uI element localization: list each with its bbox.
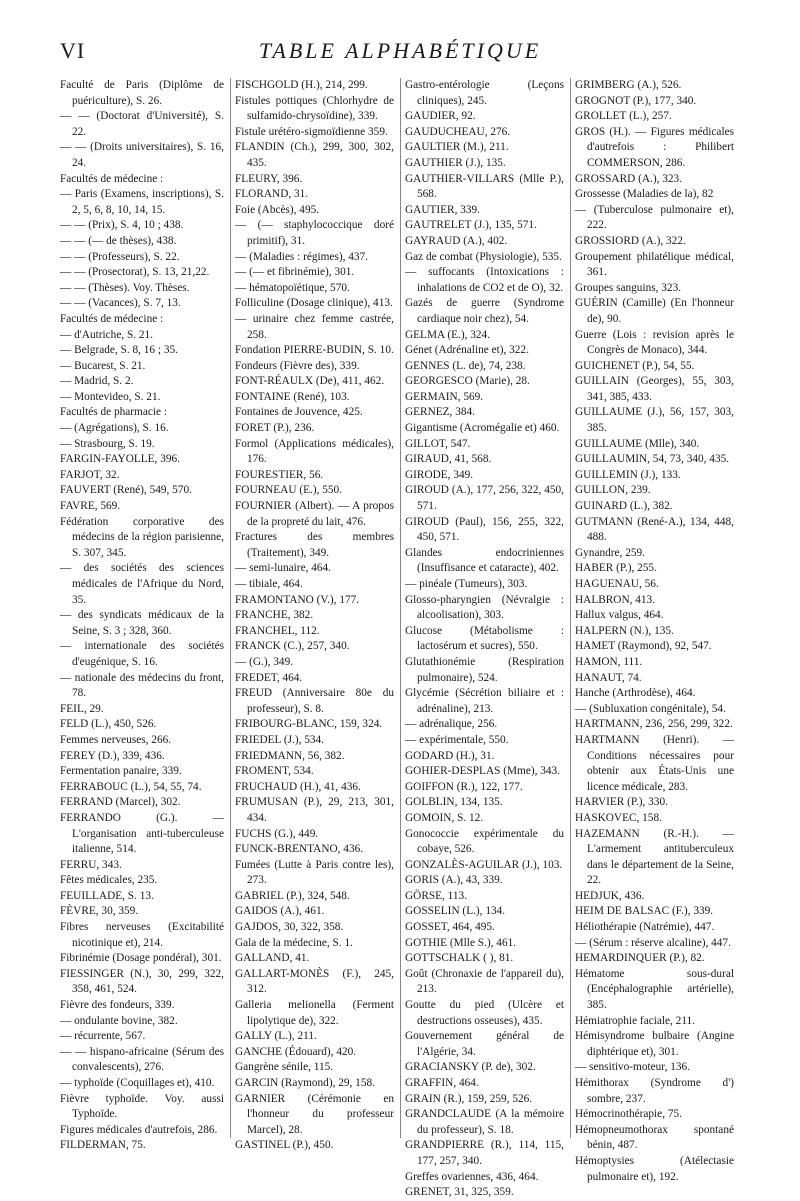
index-entry: FRANCK (C.), 257, 340. <box>235 640 350 653</box>
index-entry: — des sociétés des sciences médicales de l'Afrique du Nord, 35. <box>60 562 224 606</box>
index-entry: GAUTHIER-VILLARS (Mlle P.), 568. <box>405 172 564 201</box>
index-entry: — (— et fibrinémie), 301. <box>235 266 355 279</box>
index-entry: GIRAUD, 41, 568. <box>405 453 492 466</box>
index-entry: Fédération corporative des médecins de la région parisienne, S. 307, 345. <box>60 515 224 559</box>
index-entry: HAMON, 111. <box>575 655 643 668</box>
index-entry: Gouvernement général de l'Algérie, 34. <box>405 1030 564 1058</box>
index-entry: GAUDUCHEAU, 276. <box>405 125 511 138</box>
index-entry: HAGUENAU, 56. <box>575 578 659 590</box>
index-entry: — — hispano-africaine (Sérum des convalescents), 276. <box>60 1045 224 1074</box>
index-entry: GOTTSCHALK ( ), 81. <box>405 952 514 965</box>
index-entry: Facultés de pharmacie : <box>60 406 167 419</box>
index-entry: FONTAINE (René), 103. <box>235 390 350 403</box>
index-entry: Gaz de combat (Physiologie), 535. <box>405 250 562 263</box>
index-entry: — — (Professeurs), S. 22. <box>60 250 180 263</box>
index-entry: — Paris (Examens, inscriptions), S. 2, 5, 6, 8, 10, 14, 15. <box>60 188 224 216</box>
index-entry: HEMARDINQUER (P.), 82. <box>575 952 705 965</box>
index-entry: GONZALÈS-AGUILAR (J.), 103. <box>405 858 563 871</box>
index-entry: — internationale des sociétés d'eugénique, S. 16. <box>60 640 224 668</box>
index-entry: GRANDPIERRE (R.), 114, 115, 177, 257, 340. <box>405 1139 564 1167</box>
index-column-4 <box>570 78 740 1183</box>
index-entry: Gonococcie expérimentale du cobaye, 526. <box>405 827 564 856</box>
index-entry: FARGIN-FAYOLLE, 396. <box>60 453 180 466</box>
index-entry: GAYRAUD (A.), 402. <box>405 234 508 247</box>
index-entry: — Madrid, S. 2. <box>60 375 134 388</box>
index-entry: GODARD (H.), 31. <box>405 749 495 762</box>
index-entry: GAUDIER, 92. <box>405 110 476 123</box>
index-entry: FREDET, 464. <box>235 671 303 684</box>
index-entry: — expérimentale, 550. <box>405 733 509 746</box>
index-entry: — — (— de thèses), 438. <box>60 234 177 247</box>
index-entry: GIRODE, 349. <box>405 468 474 481</box>
index-entry: — Belgrade, S. 8, 16 ; 35. <box>60 344 178 357</box>
index-entry: Fièvre typhoïde. Voy. aussi Typhoïde. <box>60 1092 224 1121</box>
index-entry: Guerre (Lois : revision après le Congrès de Monaco), 344. <box>575 328 734 357</box>
index-entry: Fractures des membres (Traitement), 349. <box>235 531 394 559</box>
index-entry: GAUTIER, 339. <box>405 203 480 216</box>
index-entry: Glandes endocriniennes (Insuffisance et cataracte), 402. <box>405 546 564 575</box>
index-entry: FEREY (D.), 339, 436. <box>60 749 165 762</box>
index-entry: GIROUD (Paul), 156, 255, 322, 450, 571. <box>405 515 564 544</box>
index-entry: GARCIN (Raymond), 29, 158. <box>235 1077 375 1089</box>
index-entry: FAVRE, 569. <box>60 500 121 513</box>
index-entry: FRAMONTANO (V.), 177. <box>235 593 360 606</box>
index-entry: GUILLON, 239. <box>575 484 651 497</box>
index-entry: FERRABOUC (L.), 54, 55, 74. <box>60 780 202 793</box>
index-entry: FONT-RÉAULX (De), 411, 462. <box>235 375 385 388</box>
index-entry: — — (Droits universitaires), S. 16, 24. <box>60 141 224 169</box>
index-entry: HARTMANN, 236, 256, 299, 322. <box>575 718 733 731</box>
index-entry: — urinaire chez femme castrée, 258. <box>235 312 394 341</box>
index-entry: GERNEZ, 384. <box>405 406 475 419</box>
index-entry: — (Maladies : régimes), 437. <box>235 250 369 263</box>
index-entry: Fermentation panaire, 339. <box>60 765 182 778</box>
index-entry: FRUMUSAN (P.), 29, 213, 301, 434. <box>235 796 394 824</box>
index-entry: Gangrène sénile, 115. <box>235 1061 334 1074</box>
index-entry: FOURESTIER, 56. <box>235 468 324 481</box>
index-entry: GUILLAUMIN, 54, 73, 340, 435. <box>575 453 730 466</box>
index-entry: GROGNOT (P.), 177, 340. <box>575 94 697 107</box>
index-entry: GUILLAUME (Mlle), 340. <box>575 437 700 450</box>
index-entry: — typhoïde (Coquillages et), 410. <box>60 1077 215 1089</box>
index-entry: — Montevideo, S. 21. <box>60 390 161 403</box>
index-entry: — — (Vacances), S. 7, 13. <box>60 297 181 310</box>
index-entry: Facultés de médecine : <box>60 172 164 185</box>
index-entry: Fibrinémie (Dosage pondéral), 301. <box>60 952 222 965</box>
index-entry: GASTINEL (P.), 450. <box>235 1139 334 1152</box>
index-entry: GALLART-MONÈS (F.), 245, 312. <box>235 967 394 996</box>
index-entry: — ondulante bovine, 382. <box>60 1014 178 1027</box>
index-entry: Figures médicales d'autrefois, 286. <box>60 1123 218 1136</box>
index-entry: GUILLEMIN (J.), 133. <box>575 468 681 481</box>
index-entry: FERRAND (Marcel), 302. <box>60 796 181 809</box>
index-entry: HAMET (Raymond), 92, 547. <box>575 640 712 653</box>
index-entry: FRANCHEL, 112. <box>235 624 320 637</box>
index-entry: GOLBLIN, 134, 135. <box>405 796 503 809</box>
index-entry: — (— staphylococcique doré primitif), 31. <box>235 219 394 247</box>
index-entry: — des syndicats médicaux de la Seine, S. 3 ; 328, 360. <box>60 609 224 637</box>
index-entry: GOHIER-DESPLAS (Mme), 343. <box>405 765 561 778</box>
page-header <box>60 38 740 72</box>
index-entry: Glutathionémie (Respiration pulmonaire), 524. <box>405 655 564 684</box>
index-entry: GROSSIORD (A.), 322. <box>575 234 686 247</box>
index-entry: Fistules pottiques (Chlorhydre de sulfamido-chrysoïdine), 339. <box>235 94 394 123</box>
index-entry: FUCHS (G.), 449. <box>235 827 319 840</box>
index-entry: GOSSET, 464, 495. <box>405 921 495 934</box>
index-entry: HARTMANN (Henri). — Conditions nécessaires pour obtenir aux États-Unis une licence médicale, 283. <box>575 733 734 793</box>
index-entry: GIROUD (A.), 177, 256, 322, 450, 571. <box>405 484 564 513</box>
index-entry: FROMENT, 534. <box>235 765 314 778</box>
index-entry: FEUILLADE, S. 13. <box>60 889 154 902</box>
index-entry: GRENET, 31, 325, 359. <box>405 1186 514 1199</box>
index-entry: — (Tuberculose pulmonaire et), 222. <box>575 203 734 232</box>
index-entry: Fontaines de Jouvence, 425. <box>235 406 363 419</box>
index-entry: GARNIER (Cérémonie en l'honneur du professeur Marcel), 28. <box>235 1092 394 1136</box>
index-entry: Hémoptysies (Atélectasie pulmonaire et), 192. <box>575 1154 734 1183</box>
index-entry: FLANDIN (Ch.), 299, 300, 302, 435. <box>235 141 394 169</box>
index-entry: Folliculine (Dosage clinique), 413. <box>235 297 393 310</box>
index-entry: GAJDOS, 30, 322, 358. <box>235 921 344 934</box>
index-entry: FERRU, 343. <box>60 858 122 871</box>
index-entry: Hémithorax (Syndrome d') sombre, 237. <box>575 1077 734 1105</box>
index-entry: Faculté de Paris (Diplôme de puériculture), S. 26. <box>60 79 224 107</box>
index-entry: — (G.), 349. <box>235 655 294 668</box>
index-entry: Hallux valgus, 464. <box>575 609 664 622</box>
index-entry: — — (Prosectorat), S. 13, 21,22. <box>60 266 210 279</box>
index-entry: Fièvre des fondeurs, 339. <box>60 999 175 1012</box>
index-entry: — semi-lunaire, 464. <box>235 562 332 575</box>
index-entry: — pinéale (Tumeurs), 303. <box>405 578 528 590</box>
index-entry: — suffocants (Intoxications : inhalations de CO2 et de O), 32. <box>405 266 564 294</box>
index-entry: FELD (L.), 450, 526. <box>60 718 157 731</box>
index-entry: GANCHE (Édouard), 420. <box>235 1045 357 1058</box>
index-column-1 <box>60 78 230 1152</box>
index-entry: Groupement philatélique médical, 361. <box>575 250 734 279</box>
index-entry: GENNES (L. de), 74, 238. <box>405 359 526 372</box>
index-entry: FERRANDO (G.). — L'organisation anti-tuberculeuse italienne, 514. <box>60 811 224 856</box>
index-entry: GAUTRELET (J.), 135, 571. <box>405 219 537 232</box>
index-entry: Glosso-pharyngien (Névralgie : alcoolisation), 303. <box>405 593 564 622</box>
index-entry: — hématopoïétique, 570. <box>235 281 350 294</box>
index-entry: FRUCHAUD (H.), 41, 436. <box>235 780 361 793</box>
index-entry: Gigantisme (Acromégalie et) 460. <box>405 422 560 435</box>
index-entry: FARJOT, 32. <box>60 468 120 481</box>
index-entry: GRACIANSKY (P. de), 302. <box>405 1061 536 1074</box>
index-entry: Goutte du pied (Ulcère et destructions osseuses), 435. <box>405 999 564 1027</box>
index-entry: — sensitivo-moteur, 136. <box>575 1061 691 1074</box>
index-entry: — Bucarest, S. 21. <box>60 359 146 372</box>
index-entry: FRIEDMANN, 56, 382. <box>235 749 345 762</box>
index-entry: FOURNIER (Albert). — A propos de la propreté du lait, 476. <box>235 500 394 528</box>
index-entry: Fistule urétéro-sigmoïdienne 359. <box>235 125 388 138</box>
index-entry: FOURNEAU (E.), 550. <box>235 484 343 497</box>
index-entry: GERMAIN, 569. <box>405 390 484 403</box>
index-entry: GROLLET (L.), 257. <box>575 110 672 123</box>
index-column-2 <box>230 78 400 1152</box>
index-entry: GAUTHIER (J.), 135. <box>405 156 506 169</box>
index-entry: HAZEMANN (R.-H.). — L'armement antituberculeux dans le département de la Seine, 22. <box>575 827 734 887</box>
index-entry: Groupes sanguins, 323. <box>575 281 682 294</box>
index-entry: GEORGESCO (Marie), 28. <box>405 375 530 388</box>
index-entry: Femmes nerveuses, 266. <box>60 733 172 746</box>
index-entry: GOTHIE (Mlle S.), 461. <box>405 936 517 949</box>
index-entry: HALPERN (N.), 135. <box>575 624 674 637</box>
index-entry: Glucose (Métabolisme : lactosérum et sucres), 550. <box>405 624 564 653</box>
index-entry: GUINARD (L.), 382. <box>575 500 673 513</box>
index-entry: FILDERMAN, 75. <box>60 1139 146 1152</box>
index-entry: HALBRON, 413. <box>575 593 656 606</box>
index-entry: — adrénalique, 256. <box>405 718 498 731</box>
index-entry: HARVIER (P.), 330. <box>575 796 668 809</box>
index-entry: FLORAND, 31. <box>235 188 309 201</box>
index-entry: GRANDCLAUDE (A la mémoire du professeur), S. 18. <box>405 1108 564 1136</box>
index-entry: HANAUT, 74. <box>575 671 642 684</box>
index-entry: Foie (Abcès), 495. <box>235 203 320 216</box>
index-entry: — — (Thèses). Voy. Thèses. <box>60 281 190 294</box>
index-entry: GUÉRIN (Camille) (En l'honneur de), 90. <box>575 297 734 325</box>
index-entry: Galleria melionella (Ferment lipolytique de), 322. <box>235 999 394 1027</box>
index-entry: GOSSELIN (L.), 134. <box>405 905 506 918</box>
index-entry: Gynandre, 259. <box>575 546 645 559</box>
index-entry: FAUVERT (René), 549, 570. <box>60 484 192 497</box>
index-entry: Glycémie (Sécrétion biliaire et : adrénaline), 213. <box>405 687 564 715</box>
index-entry: FEIL, 29. <box>60 702 104 715</box>
index-entry: — tibiale, 464. <box>235 578 303 590</box>
index-entry: Hémopneumothorax spontané bénin, 487. <box>575 1123 734 1152</box>
index-entry: GABRIEL (P.), 324, 548. <box>235 889 350 902</box>
index-entry: FRIEDEL (J.), 534. <box>235 733 325 746</box>
index-entry: FORET (P.), 236. <box>235 422 315 435</box>
index-entry: HEIM DE BALSAC (F.), 339. <box>575 905 714 918</box>
index-entry: GILLOT, 547. <box>405 437 471 450</box>
index-entry: FLEURY, 396. <box>235 172 303 185</box>
index-entry: GALLAND, 41. <box>235 952 310 965</box>
index-entry: GORIS (A.), 43, 339. <box>405 874 503 887</box>
index-entry: GELMA (E.), 324. <box>405 328 491 341</box>
index-entry: FÈVRE, 30, 359. <box>60 905 139 918</box>
index-entry: GOMOIN, S. 12. <box>405 811 484 824</box>
index-column-3 <box>400 78 570 1199</box>
index-entry: FRANCHE, 382. <box>235 609 314 622</box>
index-entry: Héliothérapie (Natrémie), 447. <box>575 921 715 934</box>
index-entry: — d'Autriche, S. 21. <box>60 328 154 341</box>
index-entry: Hémiatrophie faciale, 211. <box>575 1014 696 1027</box>
index-entry: FISCHGOLD (H.), 214, 299. <box>235 79 368 91</box>
index-entry: HASKOVEC, 158. <box>575 811 662 824</box>
index-entry: GOIFFON (R.), 122, 177. <box>405 780 523 793</box>
index-entry: FIESSINGER (N.), 30, 299, 322, 358, 461, 524. <box>60 967 224 996</box>
index-entry: GUTMANN (René-A.), 134, 448, 488. <box>575 515 734 544</box>
index-entry: — nationale des médecins du front, 78. <box>60 671 224 700</box>
index-entry: — récurrente, 567. <box>60 1030 146 1043</box>
index-entry: Hanche (Arthrodèse), 464. <box>575 687 696 700</box>
index-entry: GUICHENET (P.), 54, 55. <box>575 359 695 372</box>
index-entry: GRAFFIN, 464. <box>405 1077 479 1089</box>
index-entry: — — (Prix), S. 4, 10 ; 438. <box>60 219 184 232</box>
index-entry: FRIBOURG-BLANC, 159, 324. <box>235 718 383 731</box>
index-entry: HEDJUK, 436. <box>575 889 645 902</box>
index-entry: Gala de la médecine, S. 1. <box>235 936 353 949</box>
index-entry: — — (Doctorat d'Université), S. 22. <box>60 110 224 138</box>
index-entry: Formol (Applications médicales), 176. <box>235 437 394 466</box>
index-entry: — (Sérum : réserve alcaline), 447. <box>575 936 731 949</box>
index-entry: GAULTIER (M.), 211. <box>405 141 509 154</box>
index-entry: Hématome sous-dural (Encéphalographie artérielle), 385. <box>575 967 734 1012</box>
index-entry: Gastro-entérologie (Leçons cliniques), 245. <box>405 79 564 107</box>
index-entry: Goût (Chronaxie de l'appareil du), 213. <box>405 967 564 996</box>
index-entry: Hémocrinothérapie, 75. <box>575 1108 682 1121</box>
index-entry: Génet (Adrénaline et), 322. <box>405 344 529 357</box>
index-entry: Fumées (Lutte à Paris contre les), 273. <box>235 858 394 887</box>
index-entry: Grossesse (Maladies de la), 82 <box>575 188 714 201</box>
index-entry: GROSSARD (A.), 323. <box>575 172 683 185</box>
index-entry: Fibres nerveuses (Excitabilité nicotinique et), 214. <box>60 921 224 949</box>
index-entry: Hémisyndrome bulbaire (Angine diphtérique et), 301. <box>575 1030 734 1058</box>
index-entry: GUILLAUME (J.), 56, 157, 303, 385. <box>575 406 734 435</box>
index-entry: GÖRSE, 113. <box>405 889 468 902</box>
index-entry: FREUD (Anniversaire 80e du professeur), S. 8. <box>235 687 394 715</box>
index-entry: GRIMBERG (A.), 526. <box>575 79 682 91</box>
index-entry: Facultés de médecine : <box>60 312 164 325</box>
index-entry: Fondeurs (Fièvre des), 339. <box>235 359 360 372</box>
index-entry: Fêtes médicales, 235. <box>60 874 158 887</box>
index-entry: GROS (H.). — Figures médicales d'autrefois : Philibert COMMERSON, 286. <box>575 125 734 169</box>
index-entry: GAIDOS (A.), 461. <box>235 905 325 918</box>
running-title: TABLE ALPHABÉTIQUE <box>258 38 542 63</box>
index-entry: — (Agrégations), S. 16. <box>60 422 169 435</box>
index-entry: GUILLAIN (Georges), 55, 303, 341, 385, 433. <box>575 375 734 403</box>
index-entry: — Strasbourg, S. 19. <box>60 437 155 450</box>
index-entry: Fondation PIERRE-BUDIN, S. 10. <box>235 344 394 357</box>
index-entry: — (Subluxation congénitale), 54. <box>575 702 726 715</box>
index-entry: GRAIN (R.), 159, 259, 526. <box>405 1092 533 1105</box>
index-entry: HABER (P.), 255. <box>575 562 657 575</box>
index-entry: FUNCK-BRENTANO, 436. <box>235 843 364 856</box>
index-entry: GALLY (L.), 211. <box>235 1030 317 1043</box>
index-columns <box>60 78 740 1199</box>
index-entry: Greffes ovariennes, 436, 464. <box>405 1170 539 1183</box>
page-number: VI <box>60 38 86 63</box>
index-entry: Gazés de guerre (Syndrome cardiaque noir chez), 54. <box>405 297 564 325</box>
